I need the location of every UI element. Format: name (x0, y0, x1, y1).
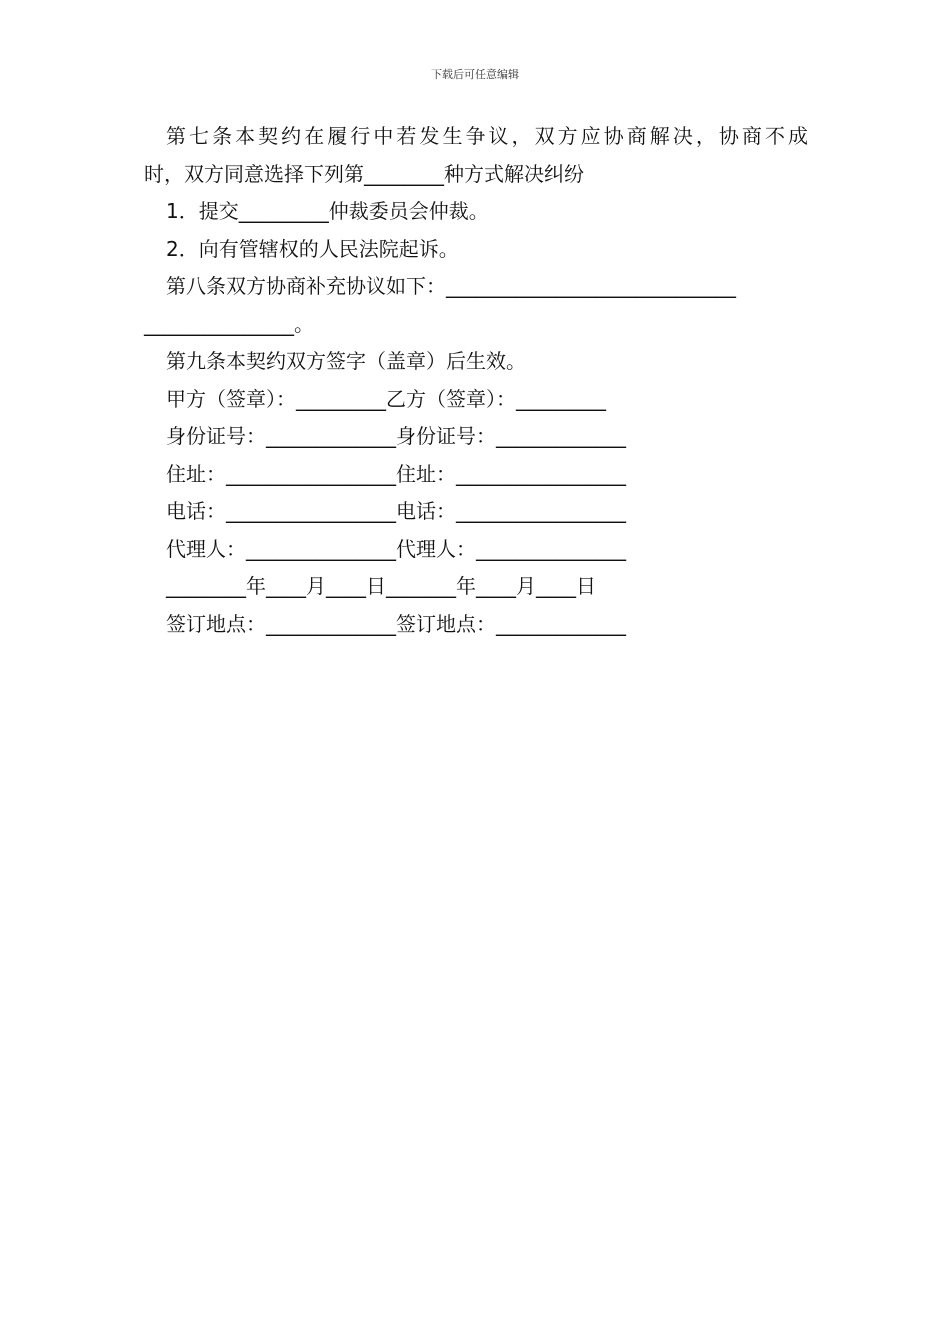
article-7-line-1: 第七条本契约在履行中若发生争议，双方应协商解决，协商不成 (166, 124, 808, 148)
signature-line: 甲方（签章）：_________乙方（签章）：_________ (166, 386, 606, 411)
option-1-arbitration: 1．提交_________仲裁委员会仲裁。 (166, 199, 489, 223)
document-body (144, 118, 808, 643)
address-line: 住址：_________________住址：_________________ (166, 461, 626, 486)
article-9: 第九条本契约双方签字（盖章）后生效。 (166, 349, 526, 373)
option-2-lawsuit: 2．向有管辖权的人民法院起诉。 (166, 236, 459, 261)
phone-line: 电话：_________________电话：_________________ (166, 499, 626, 523)
article-7-line-2: 时，双方同意选择下列第________种方式解决纠纷 (144, 161, 584, 186)
article-8-line-2: _______________。 (144, 311, 314, 336)
date-line: ________年____月____日_______年____月____日 (166, 574, 596, 598)
agent-line: 代理人：_______________代理人：_______________ (166, 536, 626, 561)
id-number-line: 身份证号：_____________身份证号：_____________ (166, 424, 626, 448)
article-8-line-1: 第八条双方协商补充协议如下：_____________________________ (166, 274, 736, 298)
signing-place-line: 签订地点：_____________签订地点：_____________ (166, 611, 626, 636)
page-header: 下载后可任意编辑 (431, 68, 519, 81)
